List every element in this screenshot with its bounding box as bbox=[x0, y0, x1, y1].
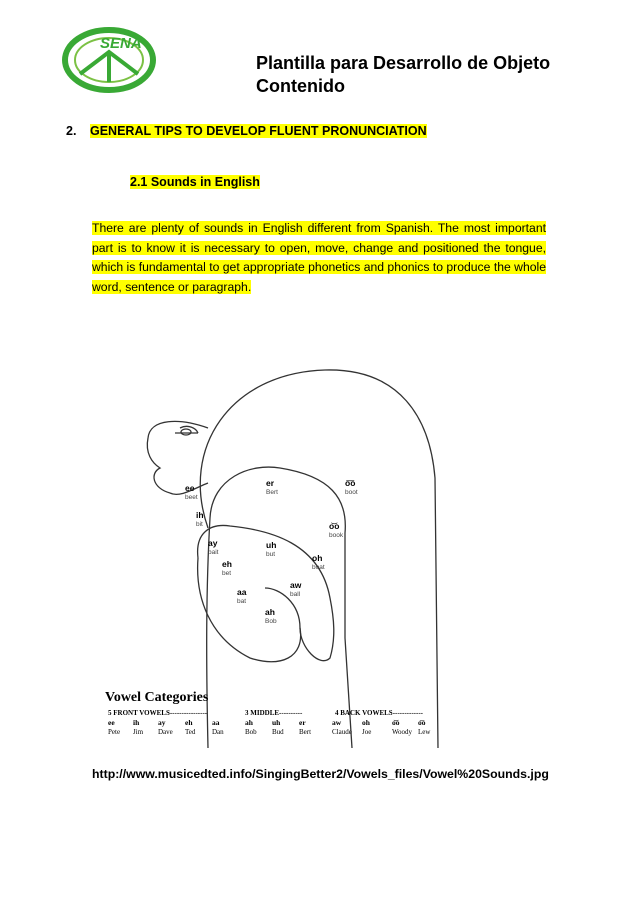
category-example-name: Dan bbox=[212, 728, 224, 736]
group-middle-label: 3 MIDDLE---------- bbox=[245, 709, 303, 717]
vowel-example-word: book bbox=[329, 532, 344, 539]
section-number: 2. bbox=[66, 124, 77, 138]
category-example-name: Claude bbox=[332, 728, 352, 736]
vowel-categories-title: Vowel Categories bbox=[105, 690, 209, 705]
vowel-symbol: ah bbox=[265, 607, 275, 617]
vowel-mouth-diagram bbox=[100, 358, 460, 748]
category-example-name: Jim bbox=[133, 728, 144, 736]
category-vowel: ih bbox=[133, 718, 140, 727]
logo-text: SENA bbox=[100, 35, 142, 52]
section-heading bbox=[66, 124, 427, 138]
vowel-example-word: ball bbox=[290, 591, 301, 598]
vowel-symbol: eh bbox=[222, 559, 232, 569]
vowel-example-word: boot bbox=[345, 489, 358, 496]
vowel-symbol: o͝o bbox=[329, 521, 340, 531]
category-example-name: Pete bbox=[108, 728, 121, 736]
vowel-example-word: Bert bbox=[266, 489, 278, 496]
category-example-name: Lew bbox=[418, 728, 431, 736]
vowel-symbol: o͞o bbox=[345, 478, 356, 488]
category-vowel: o͝o bbox=[392, 718, 400, 727]
vowel-example-word: Bob bbox=[265, 618, 277, 625]
source-url: http://www.musicedted.info/SingingBetter2/Vowels_files/Vowel%20Sounds.jpg bbox=[92, 767, 549, 781]
sena-logo bbox=[60, 22, 158, 94]
vowel-example-word: bet bbox=[222, 570, 232, 577]
subsection-heading bbox=[130, 175, 260, 189]
category-vowel: o͞o bbox=[418, 718, 426, 727]
document-title: Plantilla para Desarrollo de Objeto Contenido bbox=[256, 53, 551, 96]
vowel-example-word: bat bbox=[237, 598, 247, 605]
category-example-name: Woody bbox=[392, 728, 413, 736]
category-example-name: Ted bbox=[185, 728, 196, 736]
vowel-example-word: boat bbox=[312, 564, 325, 571]
subsection-title: 2.1 Sounds in English bbox=[130, 175, 260, 189]
vowel-example-word: but bbox=[266, 551, 276, 558]
vowel-symbol: aw bbox=[290, 580, 302, 590]
category-example-name: Bob bbox=[245, 728, 257, 736]
category-example-name: Joe bbox=[362, 728, 372, 736]
vowel-symbol: uh bbox=[266, 540, 277, 550]
section-title: GENERAL TIPS TO DEVELOP FLUENT PRONUNCIATION bbox=[90, 124, 427, 138]
category-vowel: eh bbox=[185, 718, 193, 727]
category-example-name: Dave bbox=[158, 728, 173, 736]
category-vowel: uh bbox=[272, 718, 281, 727]
vowel-symbol: ee bbox=[185, 483, 195, 493]
category-vowel: er bbox=[299, 718, 306, 727]
category-vowel: aa bbox=[212, 718, 220, 727]
group-back-label: 4 BACK VOWELS------------- bbox=[335, 709, 423, 717]
vowel-symbol: er bbox=[266, 478, 275, 488]
vowel-example-word: beet bbox=[185, 494, 198, 501]
category-vowel: oh bbox=[362, 718, 370, 727]
body-paragraph-text: There are plenty of sounds in English different from Spanish. The most important part is to know it is necessary to open, move, change and positioned the tongue, which is fundamental to get appropriate phonetics and phonics to produce the whole word, sentence or paragraph. bbox=[92, 221, 546, 294]
group-front-label: 5 FRONT VOWELS---------------- bbox=[108, 709, 208, 717]
vowel-symbol: oh bbox=[312, 553, 323, 563]
category-vowel: aw bbox=[332, 718, 342, 727]
category-example-name: Bud bbox=[272, 728, 284, 736]
vowel-example-word: bait bbox=[208, 549, 219, 556]
vowel-symbol: ay bbox=[208, 538, 218, 548]
vowel-symbol: ih bbox=[196, 510, 204, 520]
category-vowel: ah bbox=[245, 718, 253, 727]
body-paragraph bbox=[92, 219, 546, 297]
vowel-symbol: aa bbox=[237, 587, 247, 597]
vowel-example-word: bit bbox=[196, 521, 203, 528]
category-example-name: Bert bbox=[299, 728, 312, 736]
category-vowel: ay bbox=[158, 718, 166, 727]
category-vowel: ee bbox=[108, 718, 115, 727]
